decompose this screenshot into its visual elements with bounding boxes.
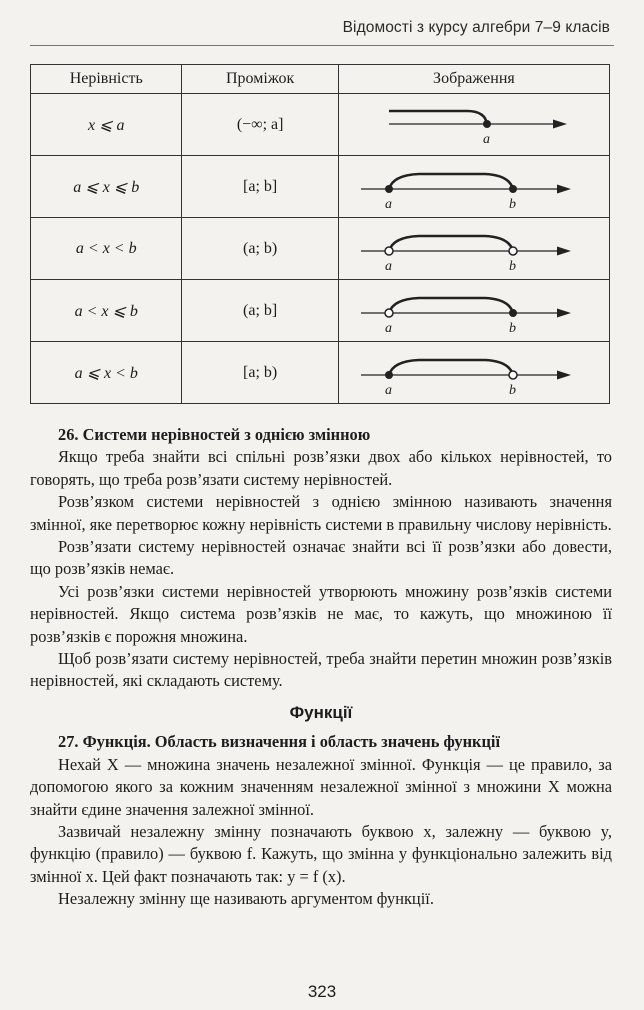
number-line-cell bbox=[338, 94, 609, 156]
paragraph: Якщо треба знайти всі спільні розв’язки двох або кількох нерівностей, то говорять, що треба розв’язати систему нерівностей. bbox=[30, 447, 612, 489]
main-text bbox=[30, 424, 612, 911]
axis-arrow-icon bbox=[553, 119, 567, 128]
open-point-a bbox=[385, 247, 393, 255]
point-label-a: a bbox=[384, 320, 392, 336]
interval-cell: (a; b) bbox=[182, 218, 338, 280]
page-header bbox=[0, 0, 644, 46]
number-line-diagram bbox=[359, 96, 589, 154]
column-header-interval: Проміжок bbox=[182, 65, 338, 94]
number-line-diagram bbox=[359, 344, 589, 402]
interval-cell: [a; b] bbox=[182, 156, 338, 218]
interval-cell: [a; b) bbox=[182, 342, 338, 404]
solution-arc bbox=[389, 360, 513, 375]
solution-arc bbox=[389, 111, 487, 124]
running-head: Відомості з курсу алгебри 7–9 класів bbox=[342, 19, 610, 36]
closed-point-b bbox=[509, 309, 517, 317]
closed-point-a bbox=[483, 120, 491, 128]
number-line-cell bbox=[338, 342, 609, 404]
axis-arrow-icon bbox=[557, 184, 571, 193]
open-point-b bbox=[509, 371, 517, 379]
table-row bbox=[31, 94, 610, 156]
point-label-b: b bbox=[508, 320, 516, 336]
point-label-a: a bbox=[384, 258, 392, 274]
inequality-cell: a < x < b bbox=[31, 218, 182, 280]
paragraph: Усі розв’язки системи нерівностей утворюють множину розв’язків системи нерівностей. Якщо система розв’язків не має, то кажуть, що множиною її розв’язків є порожня множина. bbox=[30, 581, 612, 646]
closed-point-b bbox=[509, 185, 517, 193]
inequality-cell: a ⩽ x ⩽ b bbox=[31, 156, 182, 218]
inequality-cell: x ⩽ a bbox=[31, 94, 182, 156]
closed-point-a bbox=[385, 371, 393, 379]
inequality-cell: a ⩽ x < b bbox=[31, 342, 182, 404]
point-label-a: a bbox=[482, 131, 490, 147]
closed-point-a bbox=[385, 185, 393, 193]
inequality-table bbox=[30, 64, 610, 404]
paragraph: Щоб розв’язати систему нерівностей, треба знайти перетин множин розв’язків нерівностей, які складають систему. bbox=[30, 649, 612, 691]
page-number: 323 bbox=[307, 982, 337, 1001]
inequality-cell: a < x ⩽ b bbox=[31, 280, 182, 342]
table-header-row bbox=[31, 65, 610, 94]
table-row bbox=[31, 218, 610, 280]
point-label-b: b bbox=[508, 196, 516, 212]
axis-arrow-icon bbox=[557, 246, 571, 255]
section-27-heading: 27. Функція. Область визначення і область значень функції bbox=[58, 732, 501, 752]
solution-arc bbox=[389, 174, 513, 189]
number-line-cell bbox=[338, 156, 609, 218]
column-header-inequality: Нерівність bbox=[31, 65, 182, 94]
table-row bbox=[31, 156, 610, 218]
column-header-picture: Зображення bbox=[338, 65, 609, 94]
point-label-a: a bbox=[384, 382, 392, 398]
point-label-a: a bbox=[384, 196, 392, 212]
section-26-heading: 26. Системи нерівностей з однією змінною bbox=[58, 425, 371, 444]
paragraph: Розв’язком системи нерівностей з однією змінною називають значення змінної, яке перетворює кожну нерівність системи в правильну числову нерівність. bbox=[30, 492, 612, 534]
paragraph: Нехай X — множина значень незалежної змінної. Функція — це правило, за допомогою якого за кожним значенням незалежної змінної з множини X можна знайти єдине значення залежної змінної. bbox=[30, 754, 612, 819]
number-line-diagram bbox=[359, 220, 589, 278]
point-label-b: b bbox=[508, 382, 516, 398]
number-line-diagram bbox=[359, 158, 589, 216]
interval-cell: (a; b] bbox=[182, 280, 338, 342]
table-row bbox=[31, 342, 610, 404]
solution-arc bbox=[389, 298, 513, 313]
paragraph: Незалежну змінну ще називають аргументом функції. bbox=[58, 889, 434, 909]
table-row bbox=[31, 280, 610, 342]
paragraph: Зазвичай незалежну змінну позначають буквою x, залежну — буквою y, функцію (правило) — буквою f. Кажуть, що змінна y функціонально залежить від змінної x. Цей факт позначають так: y = f (x). bbox=[30, 821, 612, 886]
paragraph: Розв’язати систему нерівностей означає знайти всі її розв’язки або довести, що розв’язків немає. bbox=[30, 537, 612, 579]
number-line-diagram bbox=[359, 282, 589, 340]
solution-arc bbox=[389, 236, 513, 251]
point-label-b: b bbox=[508, 258, 516, 274]
header-rule bbox=[30, 45, 614, 46]
open-point-a bbox=[385, 309, 393, 317]
number-line-cell bbox=[338, 218, 609, 280]
open-point-b bbox=[509, 247, 517, 255]
axis-arrow-icon bbox=[557, 308, 571, 317]
axis-arrow-icon bbox=[557, 370, 571, 379]
number-line-cell bbox=[338, 280, 609, 342]
chapter-title: Функції bbox=[289, 702, 353, 722]
interval-cell: (−∞; a] bbox=[182, 94, 338, 156]
